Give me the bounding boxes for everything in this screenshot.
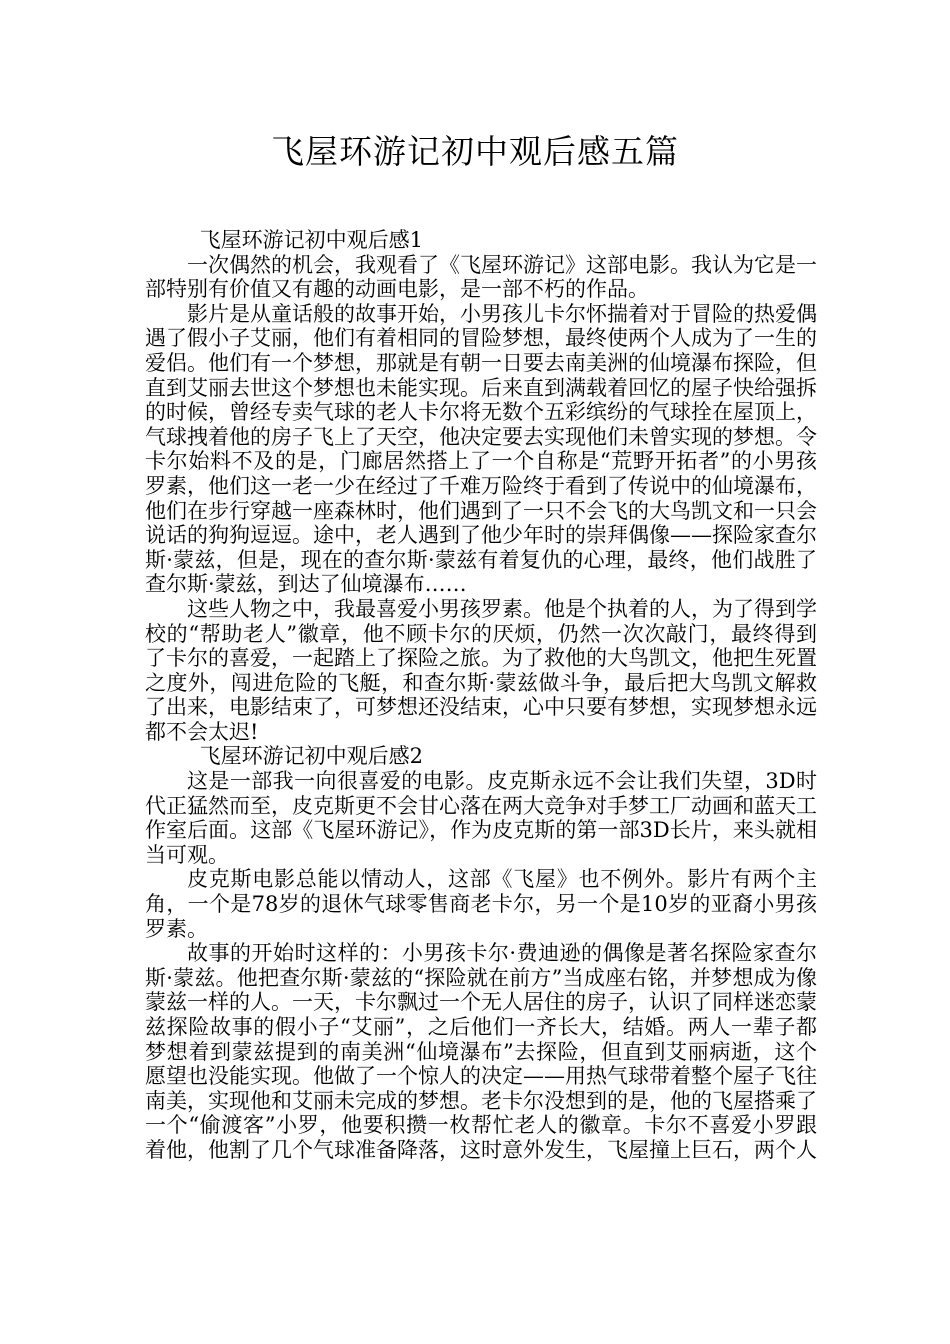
section-heading-2: 飞屋环游记初中观后感2 xyxy=(199,744,423,769)
document-title: 飞屋环游记初中观后感五篇 xyxy=(271,132,679,171)
paragraph: 影片是从童话般的故事开始，小男孩儿卡尔怀揣着对于冒险的热爱偶遇了假小子艾丽，他们有着相同的冒险梦想，最终使两个人成为了一生的爱侣。他们有一个梦想，那就是有朝一日要去南美洲的仙境瀑布探险，但直到艾丽去世这个梦想也未能实现。后来直到满载着回忆的屋子快给强拆的时候，曾经专卖气球的老人卡尔将无数个五彩缤纷的气球拴在屋顶上，气球拽着他的房子飞上了天空，他决定要去实现他们未曾实现的梦想。令卡尔始料不及的是，门廊居然搭上了一个自称是“荒野开拓者”的小男孩罗素，他们这一老一少在经过了千难万险终于看到了传说中的仙境瀑布，他们在步行穿越一座森林时，他们遇到了一只不会飞的大鸟凯文和一只会说话的狗狗逗逗。途中，老人遇到了他少年时的崇拜偶像——探险家查尔斯·蒙兹，但是，现在的查尔斯·蒙兹有着复仇的心理，最终，他们战胜了查尔斯·蒙兹，到达了仙境瀑布…… xyxy=(145,301,817,597)
paragraph: 一次偶然的机会，我观看了《飞屋环游记》这部电影。我认为它是一部特别有价值又有趣的动画电影，是一部不朽的作品。 xyxy=(145,252,817,302)
paragraph: 这些人物之中，我最喜爱小男孩罗素。他是个执着的人，为了得到学校的“帮助老人”徽章，他不顾卡尔的厌烦，仍然一次次敲门，最终得到了卡尔的喜爱，一起踏上了探险之旅。为了救他的大鸟凯文，他把生死置之度外，闯进危险的飞艇，和查尔斯·蒙兹做斗争，最后把大鸟凯文解救了出来，电影结束了，可梦想还没结束，心中只要有梦想，实现梦想永远都不会太迟! xyxy=(145,596,817,744)
document-body xyxy=(145,228,817,1163)
paragraph: 故事的开始时这样的：小男孩卡尔·费迪逊的偶像是著名探险家查尔斯·蒙兹。他把查尔斯·蒙兹的“探险就在前方”当成座右铭，并梦想成为像蒙兹一样的人。一天，卡尔飘过一个无人居住的房子，认识了同样迷恋蒙兹探险故事的假小子“艾丽”，之后他们一齐长大，结婚。两人一辈子都梦想着到蒙兹提到的南美洲“仙境瀑布”去探险，但直到艾丽病逝，这个愿望也没能实现。他做了一个惊人的决定——用热气球带着整个屋子飞往南美，实现他和艾丽未完成的梦想。老卡尔没想到的是，他的飞屋搭乘了一个“偷渡客”小罗，他要积攒一枚帮忙老人的徽章。卡尔不喜爱小罗跟着他，他割了几个气球准备降落，这时意外发生，飞屋撞上巨石，两个人 xyxy=(145,941,817,1162)
section-heading-1: 飞屋环游记初中观后感1 xyxy=(199,228,423,252)
paragraph: 这是一部我一向很喜爱的电影。皮克斯永远不会让我们失望，3D时代正猛然而至，皮克斯更不会甘心落在两大竞争对手梦工厂动画和蓝天工作室后面。这部《飞屋环游记》，作为皮克斯的第一部3D长片，来头就相当可观。 xyxy=(145,769,817,867)
paragraph: 皮克斯电影总能以情动人，这部《飞屋》也不例外。影片有两个主角，一个是78岁的退休气球零售商老卡尔，另一个是10岁的亚裔小男孩罗素。 xyxy=(145,867,817,941)
